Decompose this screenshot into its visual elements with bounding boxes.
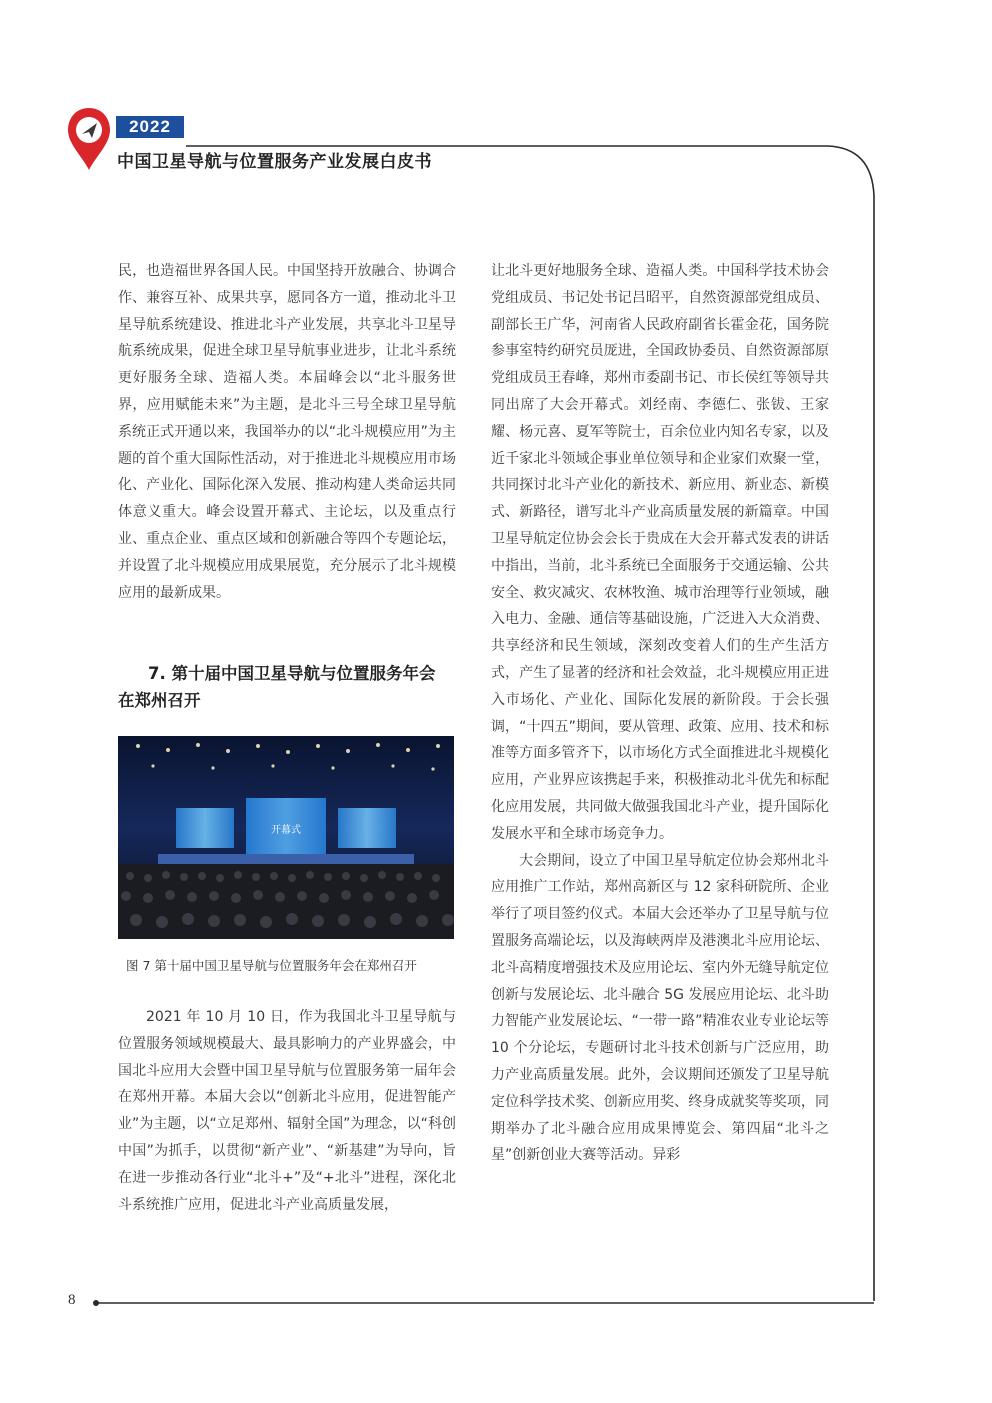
- document-title: 中国卫星导航与位置服务产业发展白皮书: [117, 152, 432, 172]
- year-badge: 2022: [116, 116, 184, 138]
- section-heading: [118, 660, 463, 714]
- body-paragraph: 让北斗更好地服务全球、造福人类。中国科学技术协会党组成员、书记处书记吕昭平，自然资源部党组成员、副部长王广华，河南省人民政府副省长霍金花，国务院参事室特约研究员厐进，全国政协委员、自然资源部原党组成员王春峰，郑州市委副书记、市长侯红等领导共同出席了大会开幕式。刘经南、李德仁、张钹、王家耀、杨元喜、夏军等院士，百余位业内知名专家，以及近千家北斗领域企事业单位领导和企业家们欢聚一堂，共同探讨北斗产业化的新技术、新应用、新业态、新模式、新路径，谱写北斗产业高质量发展的新篇章。中国卫星导航定位协会会长于贵成在大会开幕式发表的讲话中指出，当前，北斗系统已全面服务于交通运输、公共安全、救灾减灾、农林牧渔、城市治理等行业领域，融入电力、金融、通信等基础设施，广泛进入大众消费、共享经济和民生领域，深刻改变着人们的生产生活方式，产生了显著的经济和社会效益，北斗规模应用正进入市场化、产业化、国际化发展的新阶段。于会长强调，“十四五”期间，要从管理、政策、应用、技术和标准等方面多管齐下，以市场化方式全面推进北斗规模化应用，产业界应该携起手来，积极推动北斗优先和标配化应用发展，共同做大做强我国北斗产业，提升国际化发展水平和全球市场竞争力。: [491, 263, 829, 842]
- body-paragraph: 2021 年 10 月 10 日，作为我国北斗卫星导航与位置服务领域规模最大、最具影响力的产业界盛会，中国北斗应用大会暨中国卫星导航与位置服务第一届年会在郑州开幕。本届大会以“创新北斗应用，促进智能产业”为主题，以“立足郑州、辐射全国”为理念，以“科创中国”为抓手，以贯彻“新产业”、“新基建”为导向，旨在进一步推动各行业“北斗+”及“+北斗”进程，深化北斗系统推广应用，促进北斗产业高质量发展，: [118, 1009, 456, 1213]
- right-column: [491, 258, 829, 1169]
- left-column-bottom: [118, 1004, 456, 1218]
- section-heading-line-1: 7. 第十届中国卫星导航与位置服务年会: [148, 664, 436, 683]
- location-pin-icon: [66, 106, 112, 172]
- left-column-top: [118, 258, 456, 606]
- body-paragraph: 民，也造福世界各国人民。中国坚持开放融合、协调合作、兼容互补、成果共享，愿同各方一道，推动北斗卫星导航系统建设、推进北斗产业发展，共享北斗卫星导航系统成果，促进全球卫星导航事业进步，让北斗系统更好服务全球、造福人类。本届峰会以“北斗服务世界，应用赋能未来”为主题，是北斗三号全球卫星导航系统正式开通以来，我国举办的以“北斗规模应用”为主题的首个重大国际性活动，对于推进北斗规模应用市场化、产业化、国际化深入发展、推动构建人类命运共同体意义重大。峰会设置开幕式、主论坛，以及重点行业、重点企业、重点区域和创新融合等四个专题论坛，并设置了北斗规模应用成果展览，充分展示了北斗规模应用的最新成果。: [118, 263, 456, 601]
- section-heading-line-2: 在郑州召开: [118, 691, 201, 710]
- footer-dot: [93, 1300, 99, 1306]
- stage-screen-text: 开幕式: [271, 825, 301, 836]
- conference-photo-illustration: [118, 736, 454, 939]
- page-number: 8: [68, 1292, 76, 1308]
- conference-photo: [118, 736, 454, 939]
- figure-caption: 图 7 第十届中国卫星导航与位置服务年会在郑州召开: [126, 958, 417, 973]
- body-paragraph: 大会期间，设立了中国卫星导航定位协会郑州北斗应用推广工作站，郑州高新区与 12 家科研院所、企业举行了项目签约仪式。本届大会还举办了卫星导航与位置服务高端论坛，以及海峡两岸及港澳北斗应用论坛、北斗高精度增强技术及应用论坛、室内外无缝导航定位创新与发展论坛、北斗融合 5G 发展应用论坛、北斗助力智能产业发展论坛、“一带一路”精准农业专业论坛等 10 个分论坛，专题研讨北斗技术创新与广泛应用，助力产业高质量发展。此外，会议期间还颁发了卫星导航定位科学技术奖、创新应用奖、终身成就奖等奖项，同期举办了北斗融合应用成果博览会、第四届“北斗之星”创新创业大赛等活动。异彩: [491, 852, 829, 1164]
